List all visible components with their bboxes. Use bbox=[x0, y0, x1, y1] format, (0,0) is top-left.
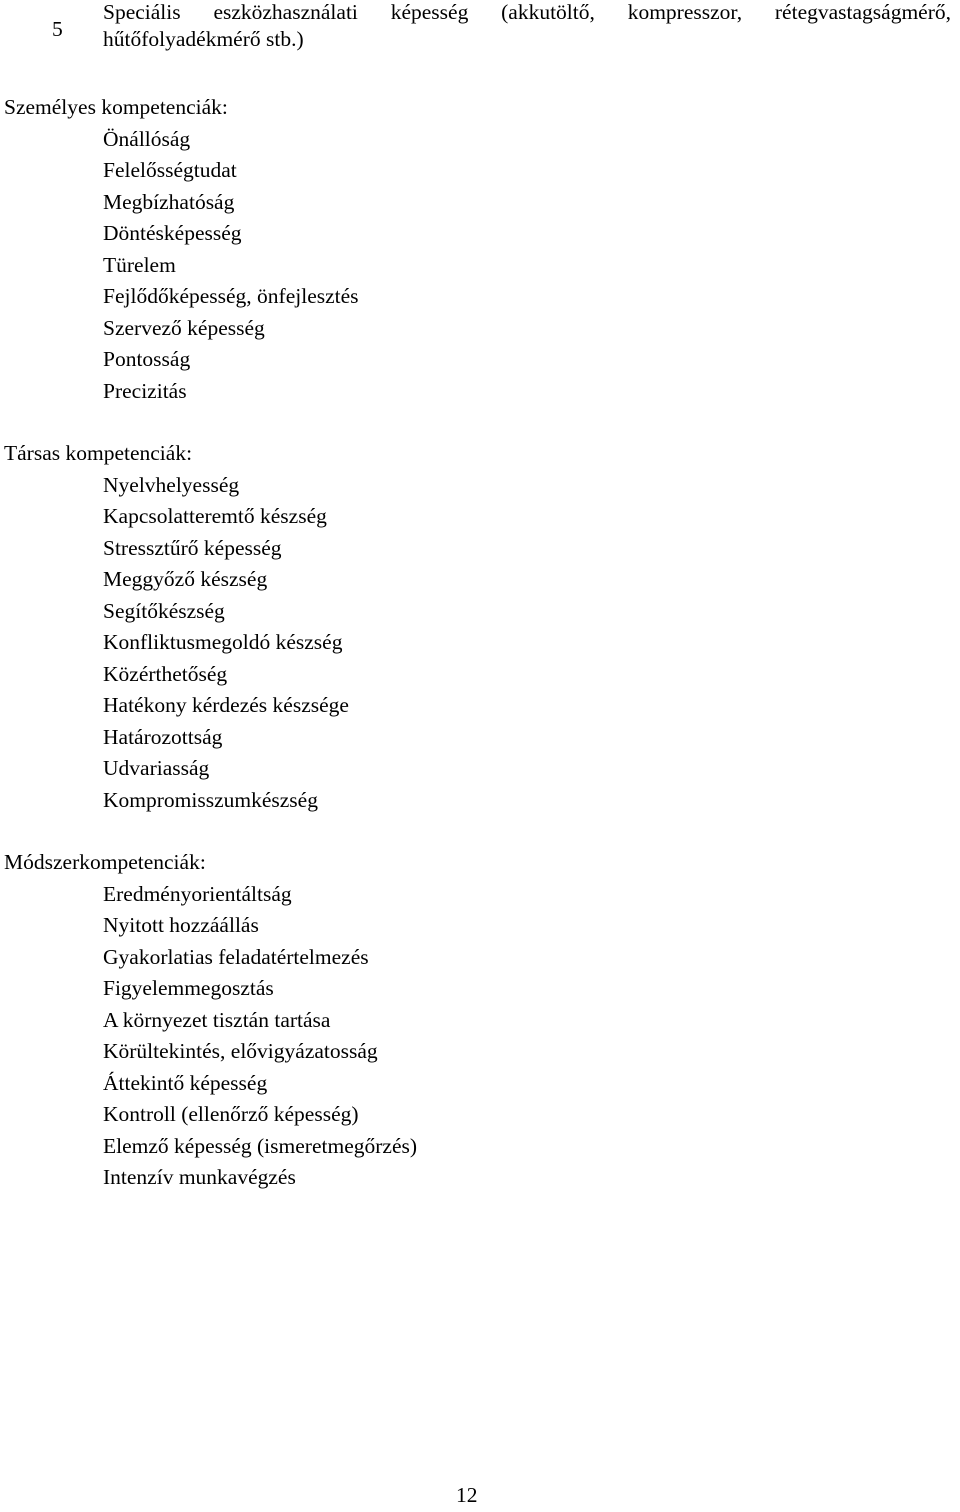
list-item: Döntésképesség bbox=[103, 221, 242, 245]
list-item: Kompromisszumkészség bbox=[103, 787, 318, 812]
list-item: Türelem bbox=[103, 252, 176, 277]
list-item: Nyitott hozzáállás bbox=[103, 913, 259, 937]
list-item: Közérthetőség bbox=[103, 661, 228, 686]
list-item: Intenzív munkavégzés bbox=[103, 1165, 296, 1189]
list-item: Figyelemmegosztás bbox=[103, 976, 274, 1000]
list-item: Fejlődőképesség, önfejlesztés bbox=[103, 284, 359, 308]
list-item: Kontroll (ellenőrző képesség) bbox=[103, 1102, 359, 1126]
section-social-competencies bbox=[0, 438, 960, 816]
section-heading: Módszerkompetenciák: bbox=[4, 850, 206, 874]
list-item: Határozottság bbox=[103, 724, 223, 749]
list-item: Pontosság bbox=[103, 347, 191, 371]
list-item: Kapcsolatteremtő készség bbox=[103, 504, 327, 528]
section-heading: Személyes kompetenciák: bbox=[4, 95, 228, 119]
list-item: Stressztűrő képesség bbox=[103, 535, 282, 560]
section-personal-competencies bbox=[0, 92, 960, 407]
list-item: Hatékony kérdezés készsége bbox=[103, 693, 349, 717]
list-item: Gyakorlatias feladatértelmezés bbox=[103, 944, 369, 969]
list-item: Udvariasság bbox=[103, 756, 210, 780]
competency-list bbox=[0, 879, 960, 1194]
competency-list bbox=[0, 124, 960, 408]
list-item: Áttekintő képesség bbox=[103, 1070, 268, 1095]
list-item: A környezet tisztán tartása bbox=[103, 1007, 331, 1032]
list-item: Elemző képesség (ismeretmegőrzés) bbox=[103, 1133, 418, 1158]
list-item: Konfliktusmegoldó készség bbox=[103, 630, 343, 654]
row-description bbox=[103, 0, 951, 53]
page-number: 12 bbox=[456, 1483, 478, 1507]
list-item: Felelősségtudat bbox=[103, 158, 237, 182]
list-item: Segítőkészség bbox=[103, 598, 225, 623]
section-method-competencies bbox=[0, 847, 960, 1194]
list-item: Megbízhatóság bbox=[103, 189, 235, 214]
row-description-line-2: hűtőfolyadékmérő stb.) bbox=[103, 27, 304, 51]
row-number: 5 bbox=[52, 17, 63, 41]
list-item: Önállóság bbox=[103, 126, 191, 151]
list-item: Szervező képesség bbox=[103, 315, 265, 340]
list-item: Körültekintés, elővigyázatosság bbox=[103, 1039, 378, 1063]
section-heading: Társas kompetenciák: bbox=[4, 441, 193, 465]
list-item: Meggyőző készség bbox=[103, 567, 268, 591]
list-item: Eredményorientáltság bbox=[103, 881, 292, 906]
list-item: Nyelvhelyesség bbox=[103, 472, 240, 497]
table-row-5 bbox=[0, 0, 960, 62]
row-description-line-1: Speciális eszközhasználati képesség (akkutöltő, kompresszor, rétegvastagságmérő, bbox=[103, 0, 951, 24]
list-item: Precizitás bbox=[103, 378, 187, 403]
competency-list bbox=[0, 470, 960, 817]
